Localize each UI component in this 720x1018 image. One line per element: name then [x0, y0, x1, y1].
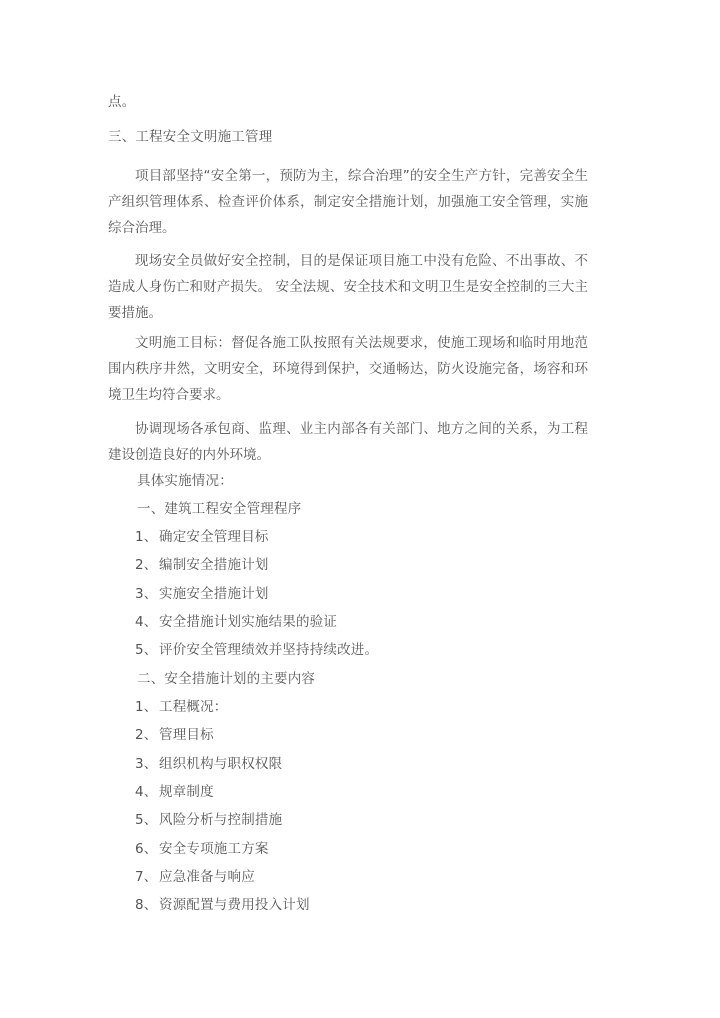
list-item-number: 3、	[135, 586, 158, 602]
list-item-number: 4、	[135, 784, 158, 800]
list-item	[135, 698, 228, 716]
list-item	[135, 896, 310, 914]
list-item-text: 风险分析与控制措施	[159, 812, 283, 828]
implementation-label: 具体实施情况：	[137, 473, 233, 489]
list-item-text: 组织机构与职权权限	[159, 756, 283, 772]
list-item-number: 2、	[135, 727, 158, 743]
list-item	[135, 783, 214, 801]
section-heading: 三、工程安全文明施工管理	[108, 129, 273, 145]
list-item-text: 实施安全措施计划	[159, 586, 269, 602]
list-item-text: 编制安全措施计划	[159, 557, 269, 573]
paragraph-safety-control: 现场安全员做好安全控制，目的是保证项目施工中没有危险、不出事故、不造成人身伤亡和财产损失。 安全法规、安全技术和文明卫生是安全控制的三大主要措施。	[108, 253, 588, 321]
list-item-number: 5、	[135, 812, 158, 828]
list-item-number: 1、	[135, 699, 158, 715]
list-item-text: 确定安全管理目标	[159, 529, 269, 545]
list-item-number: 2、	[135, 557, 158, 573]
list-item-number: 5、	[135, 642, 158, 658]
list-item-text: 安全措施计划实施结果的验证	[159, 614, 338, 630]
paragraph-civilized-construction: 文明施工目标：督促各施工队按照有关法规要求，使施工现场和临时用地范围内秩序井然，文明安全，环境得到保护，交通畅达，防火设施完备，场容和环境卫生均符合要求。	[108, 335, 588, 403]
subsection-heading-2: 二、安全措施计划的主要内容	[137, 671, 316, 687]
list-item	[135, 811, 282, 829]
list-item	[135, 585, 269, 603]
list-item-text: 应急准备与响应	[159, 869, 255, 885]
list-item	[135, 726, 214, 744]
list-item-text: 评价安全管理绩效并坚持持续改进。	[159, 642, 379, 658]
list-item-number: 6、	[135, 841, 158, 857]
list-item	[135, 755, 282, 773]
list-item-text: 管理目标	[159, 727, 214, 743]
list-item-number: 1、	[135, 529, 158, 545]
list-item	[135, 641, 378, 659]
list-item	[135, 868, 255, 886]
paragraph-safety-policy: 项目部坚持“安全第一，预防为主，综合治理”的安全生产方针，完善安全生产组织管理体系、检查评价体系，制定安全措施计划，加强施工安全管理，实施综合治理。	[108, 168, 588, 236]
subsection-heading-1: 一、建筑工程安全管理程序	[137, 501, 302, 517]
top-fragment: 点。	[108, 94, 136, 110]
list-item	[135, 840, 269, 858]
paragraph-coordination: 协调现场各承包商、监理、业主内部各有关部门、地方之间的关系，为工程建设创造良好的内外环境。	[108, 421, 588, 463]
list-item-number: 3、	[135, 756, 158, 772]
list-item-text: 规章制度	[159, 784, 214, 800]
list-item-number: 7、	[135, 869, 158, 885]
list-item	[135, 613, 337, 631]
list-item-number: 8、	[135, 897, 158, 913]
list-item	[135, 528, 269, 546]
list-item-number: 4、	[135, 614, 158, 630]
list-item-text: 工程概况：	[159, 699, 228, 715]
list-item-text: 安全专项施工方案	[159, 841, 269, 857]
list-item-text: 资源配置与费用投入计划	[159, 897, 310, 913]
list-item	[135, 556, 269, 574]
